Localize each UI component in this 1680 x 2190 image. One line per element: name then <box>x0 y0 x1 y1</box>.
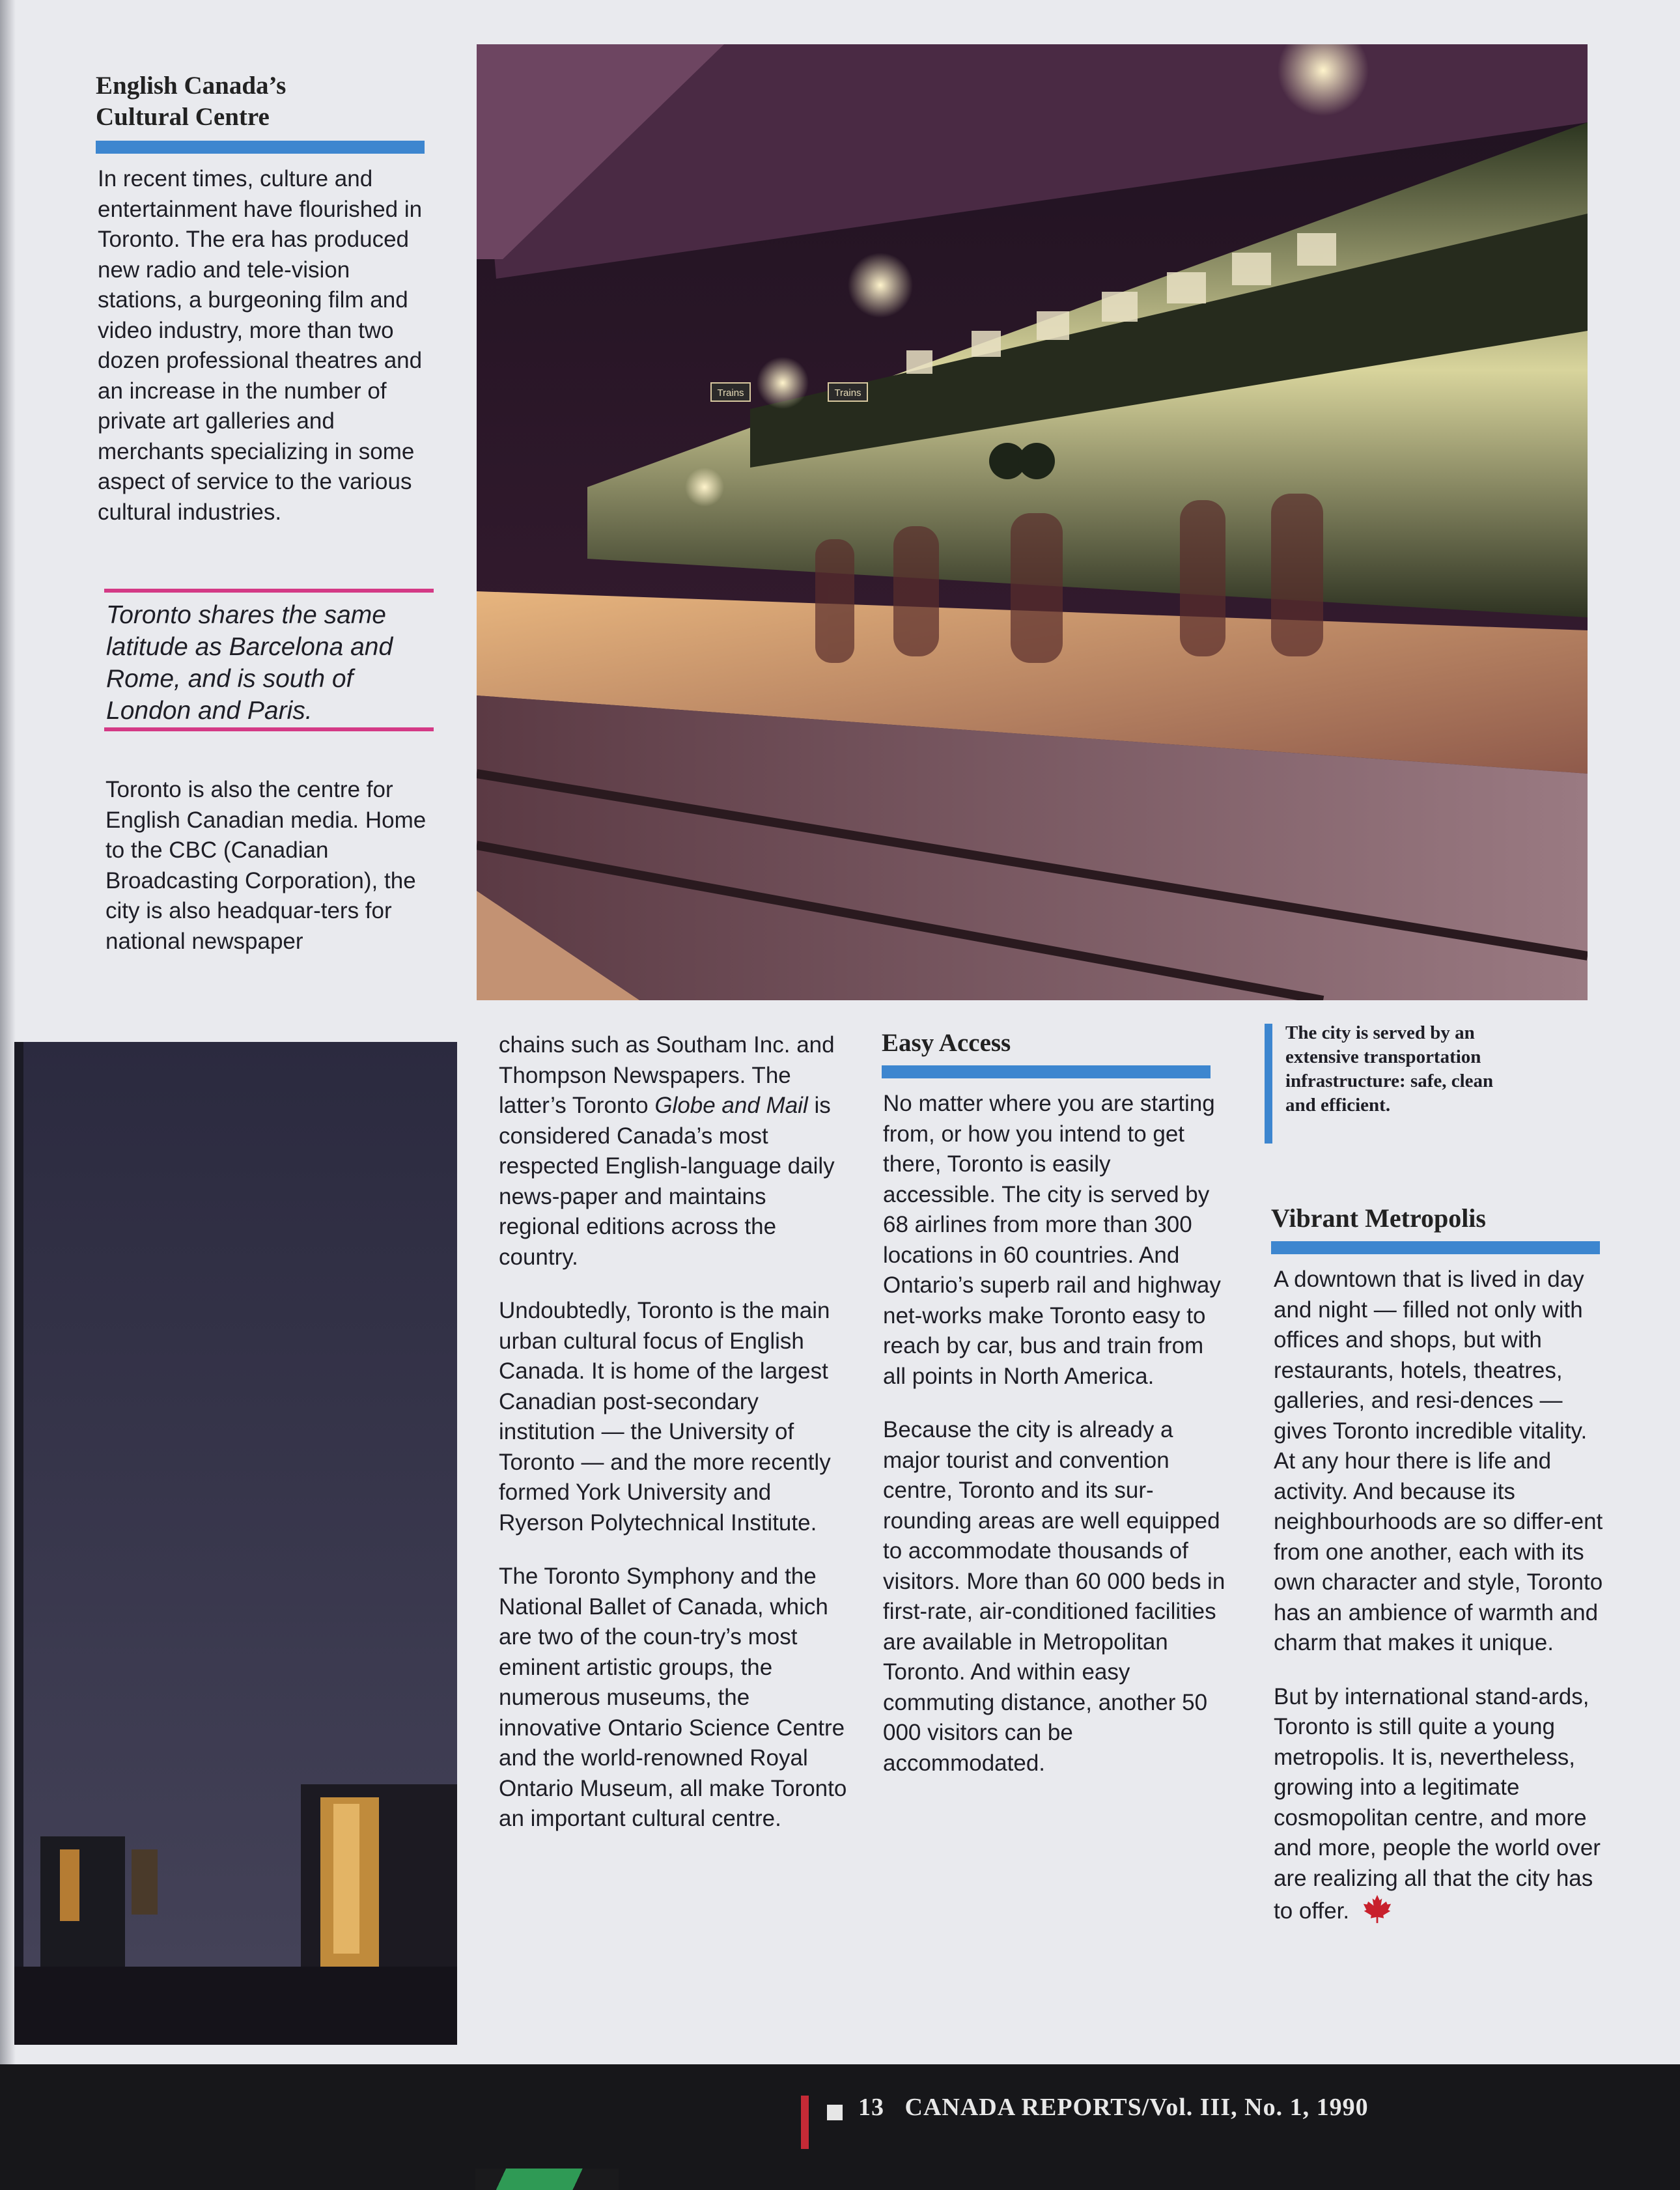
paragraph-text: Undoubtedly, Toronto is the main urban cultural focus of English Canada. It is home of the largest Canadian post-secondary institution — the University of Toronto — and the more recently formed York University and Ryerson Polytechnical Institute. <box>499 1298 831 1536</box>
train-station-illustration <box>477 44 1588 1000</box>
footer-text <box>858 2093 1369 2122</box>
paragraph <box>98 164 430 542</box>
heading-rule <box>882 1065 1211 1078</box>
footer-decoration <box>475 2169 619 2190</box>
heading-vibrant-metropolis: Vibrant Metropolis <box>1271 1203 1486 1233</box>
paragraph-text <box>499 1030 850 1272</box>
paragraph-column-4 <box>1274 1265 1612 1941</box>
page-number: 13 <box>858 2094 884 2121</box>
skyline-photo <box>14 1042 457 2045</box>
binding-gutter <box>0 0 16 2190</box>
paragraph-text: No matter where you are starting from, or how you intend to get there, Toronto is easily accessible. The city is served by 68 airlines from more than 300 locations in 60 countries. And Ontario’s superb rail and highway net-works make Toronto easy to reach by car, bus and train from all points in North America. <box>883 1091 1221 1389</box>
heading-rule <box>96 141 425 154</box>
paragraph-text: Because the city is already a major tourist and convention centre, Toronto and its sur-rounding areas are well equipped to accommodate thousands of visitors. More than 60 000 beds in first-rate, air-conditioned facilities are available in Metropolitan Toronto. And within easy commuting distance, another 50 000 visitors can be accommodated. <box>883 1417 1225 1776</box>
paragraph-text: In recent times, culture and entertainment have flourished in Toronto. The era has produced new radio and tele-vision stations, a burgeoning film and video industry, more than two dozen professional theatres and an increase in the number of private art galleries and merchants specializing in some aspect of service to the various cultural industries. <box>98 166 423 525</box>
heading-rule <box>1271 1241 1600 1254</box>
newspaper-title: Globe and Mail <box>654 1093 808 1118</box>
paragraph <box>105 775 438 971</box>
pullquote: Toronto shares the same latitude as Barcelona and Rome, and is south of London and Paris. <box>106 601 393 725</box>
paragraph-text: A downtown that is lived in day and night — filled not only with offices and shops, but with restaurants, hotels, theatres, galleries, and resi-dences — gives Toronto incredible vitality. At any hour there is life and activity. And because its neighbourhoods are so differ-ent from one another, each with its own character and style, Toronto has an ambience of warmth and charm that makes it unique. <box>1274 1267 1603 1655</box>
photo-caption-bar <box>1265 1024 1272 1144</box>
paragraph-text: The Toronto Symphony and the National Ballet of Canada, which are two of the coun-try’s most eminent artistic groups, the numerous museums, the innovative Ontario Science Centre and the world-renowned Royal Ontario Museum, all make Toronto an important cultural centre. <box>499 1564 847 1831</box>
bullet-square-icon <box>827 2105 843 2120</box>
maple-leaf-icon <box>1362 1894 1392 1924</box>
pullquote-rule-top <box>104 589 434 593</box>
photo-caption: The city is served by an extensive transportation infrastructure: safe, clean and efficient. <box>1285 1022 1494 1116</box>
station-sign <box>711 383 750 401</box>
station-sign-label: Trains <box>834 387 861 399</box>
heading-cultural-centre: English Canada’s Cultural Centre <box>96 72 287 131</box>
footer-accent-bar <box>801 2096 809 2149</box>
heading-easy-access: Easy Access <box>882 1029 1011 1057</box>
paragraph-text-part: chains such as Southam Inc. and Thompson Newspapers. The latter’s Toronto <box>499 1032 835 1118</box>
station-sign-label: Trains <box>717 387 744 399</box>
footer-bar <box>0 2064 1680 2190</box>
paragraph-text <box>1274 1682 1612 1927</box>
station-sign <box>828 383 867 401</box>
paragraph-text-part: is considered Canada’s most respected English-language daily news-paper and maintains regional editions across the country. <box>499 1093 835 1270</box>
paragraph-column-3 <box>883 1089 1228 1793</box>
paragraph-text-part: But by international stand-ards, Toronto is still quite a young metropolis. It is, nevertheless, growing into a legitimate cosmopolitan centre, and more and more, people the world over are realizing all that the city has to offer. <box>1274 1683 1601 1924</box>
paragraph-text: Toronto is also the centre for English Canadian media. Home to the CBC (Canadian Broadcasting Corporation), the city is also headquar-ters for national newspaper <box>105 777 427 954</box>
train-station-photo <box>477 44 1588 1000</box>
skyline-illustration <box>14 1042 457 2045</box>
paragraph-column-2 <box>499 1030 850 1849</box>
pullquote-rule-bottom <box>104 727 434 731</box>
publication-title: CANADA REPORTS/Vol. III, No. 1, 1990 <box>904 2094 1369 2121</box>
